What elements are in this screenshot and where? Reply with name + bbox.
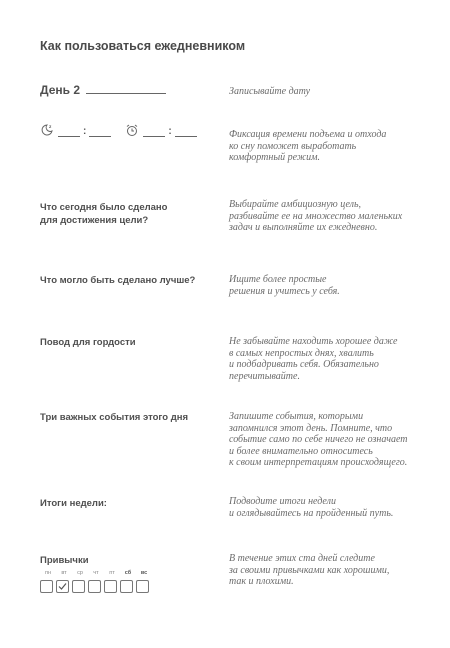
hint-line: В течение этих ста дней следите: [229, 553, 375, 564]
hint-line: запомнился этот день. Помните, что: [229, 422, 393, 434]
habit-checkbox[interactable]: [88, 580, 101, 593]
habit-checkbox[interactable]: [56, 580, 69, 593]
hint-line: в самых непростых днях, хвалить: [229, 347, 374, 359]
date-blank-line[interactable]: [86, 84, 166, 94]
weekday-label: пн: [44, 570, 51, 576]
weekday-labels: [40, 570, 152, 576]
hint-line: за своими привычками как хорошими,: [229, 564, 390, 576]
weekday-label: вс: [140, 570, 148, 576]
sleep-minutes-blank[interactable]: [89, 126, 111, 137]
sleep-hours-blank[interactable]: [58, 126, 80, 137]
time-separator: :: [83, 126, 87, 137]
label-line: Что сегодня было сделано: [40, 202, 168, 213]
label-line: Повод для гордости: [40, 337, 136, 348]
hint-line: к своим интерпретациям происходящего.: [229, 457, 408, 469]
hint-line: и более внимательно относитесь: [229, 445, 373, 457]
weekday-label: сб: [124, 570, 132, 576]
label-week: [40, 497, 107, 510]
label-goal: [40, 201, 167, 227]
weekday-label: ср: [77, 570, 83, 576]
weekday-label: пт: [109, 570, 115, 576]
check-icon: [56, 580, 69, 593]
hint-time: [229, 129, 429, 164]
hint-line: ко сну поможет выработать: [229, 140, 357, 152]
hint-date: [229, 86, 429, 98]
time-separator: :: [168, 126, 172, 137]
hint-line: Запишите события, которыми: [229, 411, 364, 422]
habit-checkbox[interactable]: [40, 580, 53, 593]
hint-line: Записывайте дату: [229, 86, 311, 97]
hint-line: комфортный режим.: [229, 152, 320, 164]
hint-line: Не забывайте находить хорошее даже: [229, 336, 398, 347]
hint-line: событие само по себе ничего не означает: [229, 434, 408, 446]
label-line: Что могло быть сделано лучше?: [40, 275, 196, 286]
hint-goal: [229, 199, 429, 234]
hint-line: Выбирайте амбициозную цель,: [229, 199, 362, 210]
svg-text:z: z: [49, 124, 52, 129]
day-label: День 2: [40, 83, 81, 97]
day-field[interactable]: [40, 84, 166, 97]
habit-checkbox[interactable]: [72, 580, 85, 593]
hint-line: решения и учитесь у себя.: [229, 285, 340, 297]
page-title: Как пользоваться ежедневником: [40, 39, 246, 53]
label-habits: [40, 554, 89, 567]
label-pride: [40, 336, 136, 349]
label-better: [40, 274, 195, 287]
hint-events: [229, 411, 429, 469]
hint-line: Фиксация времени подъема и отхода: [229, 129, 387, 140]
label-line: для достижения цели?: [40, 215, 149, 226]
hint-line: так и плохими.: [229, 576, 294, 588]
wake-hours-blank[interactable]: [143, 126, 165, 137]
hint-line: разбивайте ее на множество маленьких: [229, 210, 403, 222]
label-line: Привычки: [40, 555, 89, 566]
weekday-label: чт: [93, 570, 99, 576]
hint-habits: [229, 553, 429, 588]
label-line: Три важных события этого дня: [40, 412, 189, 423]
hint-line: задач и выполняйте их ежедневно.: [229, 222, 378, 234]
habit-checkboxes: [40, 580, 150, 593]
alarm-clock-icon: [125, 123, 139, 137]
time-fields: [40, 123, 197, 137]
hint-line: перечитывайте.: [229, 370, 300, 382]
habit-checkbox[interactable]: [104, 580, 117, 593]
hint-line: и подбадривать себя. Обязательно: [229, 359, 379, 371]
habit-checkbox[interactable]: [136, 580, 149, 593]
hint-line: Подводите итоги недели: [229, 496, 336, 507]
hint-line: и оглядывайтесь на пройденный путь.: [229, 507, 394, 519]
weekday-label: вт: [61, 570, 67, 576]
sleep-moon-icon: [40, 123, 54, 137]
wake-minutes-blank[interactable]: [175, 126, 197, 137]
hint-better: [229, 274, 429, 297]
hint-pride: [229, 336, 429, 382]
hint-week: [229, 496, 429, 519]
hint-line: Ищите более простые: [229, 274, 327, 285]
label-events: [40, 411, 188, 424]
label-line: Итоги недели:: [40, 498, 107, 509]
habit-checkbox[interactable]: [120, 580, 133, 593]
